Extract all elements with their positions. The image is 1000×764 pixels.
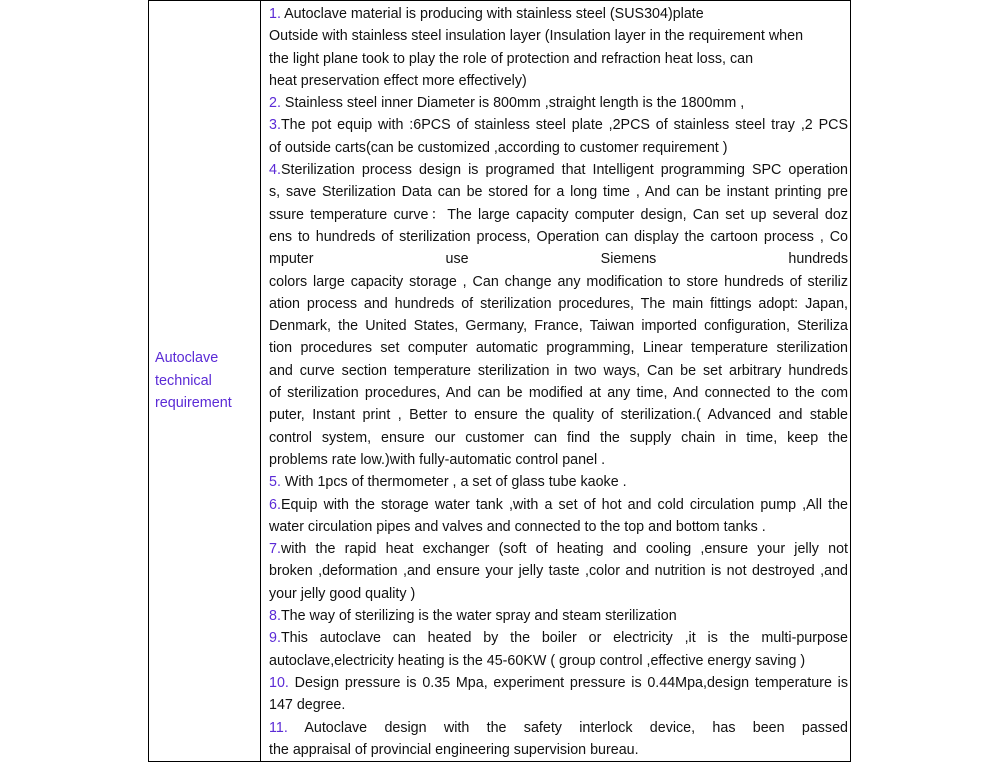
requirement-line: Denmark, the United States, Germany, France, Taiwan imported configuration, Steriliza [269, 318, 848, 335]
row-label-line: Autoclave [155, 350, 219, 367]
requirement-line: 2. Stainless steel inner Diameter is 800mm ,straight length is the 1800mm , [269, 95, 745, 112]
item-number: 8. [269, 608, 281, 625]
requirement-line: the light plane took to play the role of protection and refraction heat loss, can [269, 50, 754, 67]
requirement-line: 9.This autoclave can heated by the boiler or electricity ,it is the multi-purpose [269, 630, 848, 647]
requirement-line: tion procedures set computer automatic programming, Linear temperature sterilization [269, 340, 848, 357]
requirement-line: broken ,deformation ,and ensure your jelly taste ,color and nutrition is not destroyed ,and [269, 563, 848, 580]
requirement-line: of sterilization procedures, And can be modified at any time, And connected to the com [269, 385, 848, 402]
requirement-line: and curve section temperature sterilization in two ways, Can be set arbitrary hundreds [269, 362, 848, 379]
table-row [149, 1, 851, 762]
requirement-line: 8.The way of sterilizing is the water spray and steam sterilization [269, 608, 677, 625]
spec-table [148, 0, 851, 762]
requirement-line: 1. Autoclave material is producing with stainless steel (SUS304)plate [269, 6, 704, 22]
item-number: 6. [269, 496, 281, 513]
requirement-line: ation process and hundreds of sterilization procedures, The main fittings adopt: Japan, [269, 295, 848, 312]
item-number: 10. [269, 674, 289, 691]
requirement-line: water circulation pipes and valves and connected to the top and bottom tanks . [269, 518, 766, 535]
requirement-line: 5. With 1pcs of thermometer , a set of glass tube kaoke . [269, 474, 627, 491]
row-label-line: requirement [155, 395, 232, 412]
requirement-line: mputer use Siemens hundreds [269, 251, 848, 268]
row-label-line: technical [155, 372, 212, 389]
requirement-line: 7.with the rapid heat exchanger (soft of heating and cooling ,ensure your jelly not [269, 541, 848, 558]
item-number: 4. [269, 162, 281, 179]
item-number: 5. [269, 474, 281, 491]
requirement-line: autoclave,electricity heating is the 45-60KW ( group control ,effective energy saving ) [269, 652, 806, 669]
requirement-line: 3.The pot equip with :6PCS of stainless steel plate ,2PCS of stainless steel tray ,2 PCS [269, 117, 848, 134]
requirement-line: puter, Instant print , Better to ensure the quality of sterilization.( Advanced and stable [269, 407, 848, 424]
row-label-cell [149, 1, 261, 762]
requirement-line: heat preservation effect more effectively) [269, 72, 527, 89]
requirement-line: colors large capacity storage , Can change any modification to store hundreds of steriliz [269, 273, 848, 290]
requirement-line: Outside with stainless steel insulation layer (Insulation layer in the requirement when [269, 28, 804, 45]
requirement-line: 6.Equip with the storage water tank ,with a set of hot and cold circulation pump ,All the [269, 496, 848, 513]
requirement-line: ens to hundreds of sterilization process, Operation can display the cartoon process , Co [269, 228, 848, 245]
item-number: 3. [269, 117, 281, 134]
requirement-line: the appraisal of provincial engineering supervision bureau. [269, 741, 639, 758]
item-number: 2. [269, 95, 281, 112]
item-number: 11. [269, 719, 288, 736]
item-number: 9. [269, 630, 281, 647]
requirement-line: problems rate low.)with fully-automatic control panel . [269, 451, 606, 468]
requirement-line: your jelly good quality ) [269, 585, 416, 602]
requirement-line: 11. Autoclave design with the safety interlock device, has been passed [269, 719, 848, 736]
requirement-line: 4.Sterilization process design is programed that Intelligent programming SPC operation [269, 162, 848, 179]
requirement-line: of outside carts(can be customized ,according to customer requirement ) [269, 139, 728, 156]
requirement-line: ssure temperature curve：The large capacity computer design, Can set up several doz [269, 206, 848, 223]
requirement-line: 147 degree. [269, 697, 346, 714]
item-number: 7. [269, 541, 281, 558]
requirement-line: control system, ensure our customer can find the supply chain in time, keep the [269, 429, 848, 446]
requirements-cell [261, 1, 851, 762]
item-number: 1. [269, 6, 281, 22]
requirement-line: 10. Design pressure is 0.35 Mpa, experiment pressure is 0.44Mpa,design temperature is [269, 674, 848, 691]
requirement-line: s, save Sterilization Data can be stored for a long time , And can be instant printing pre [269, 184, 848, 201]
